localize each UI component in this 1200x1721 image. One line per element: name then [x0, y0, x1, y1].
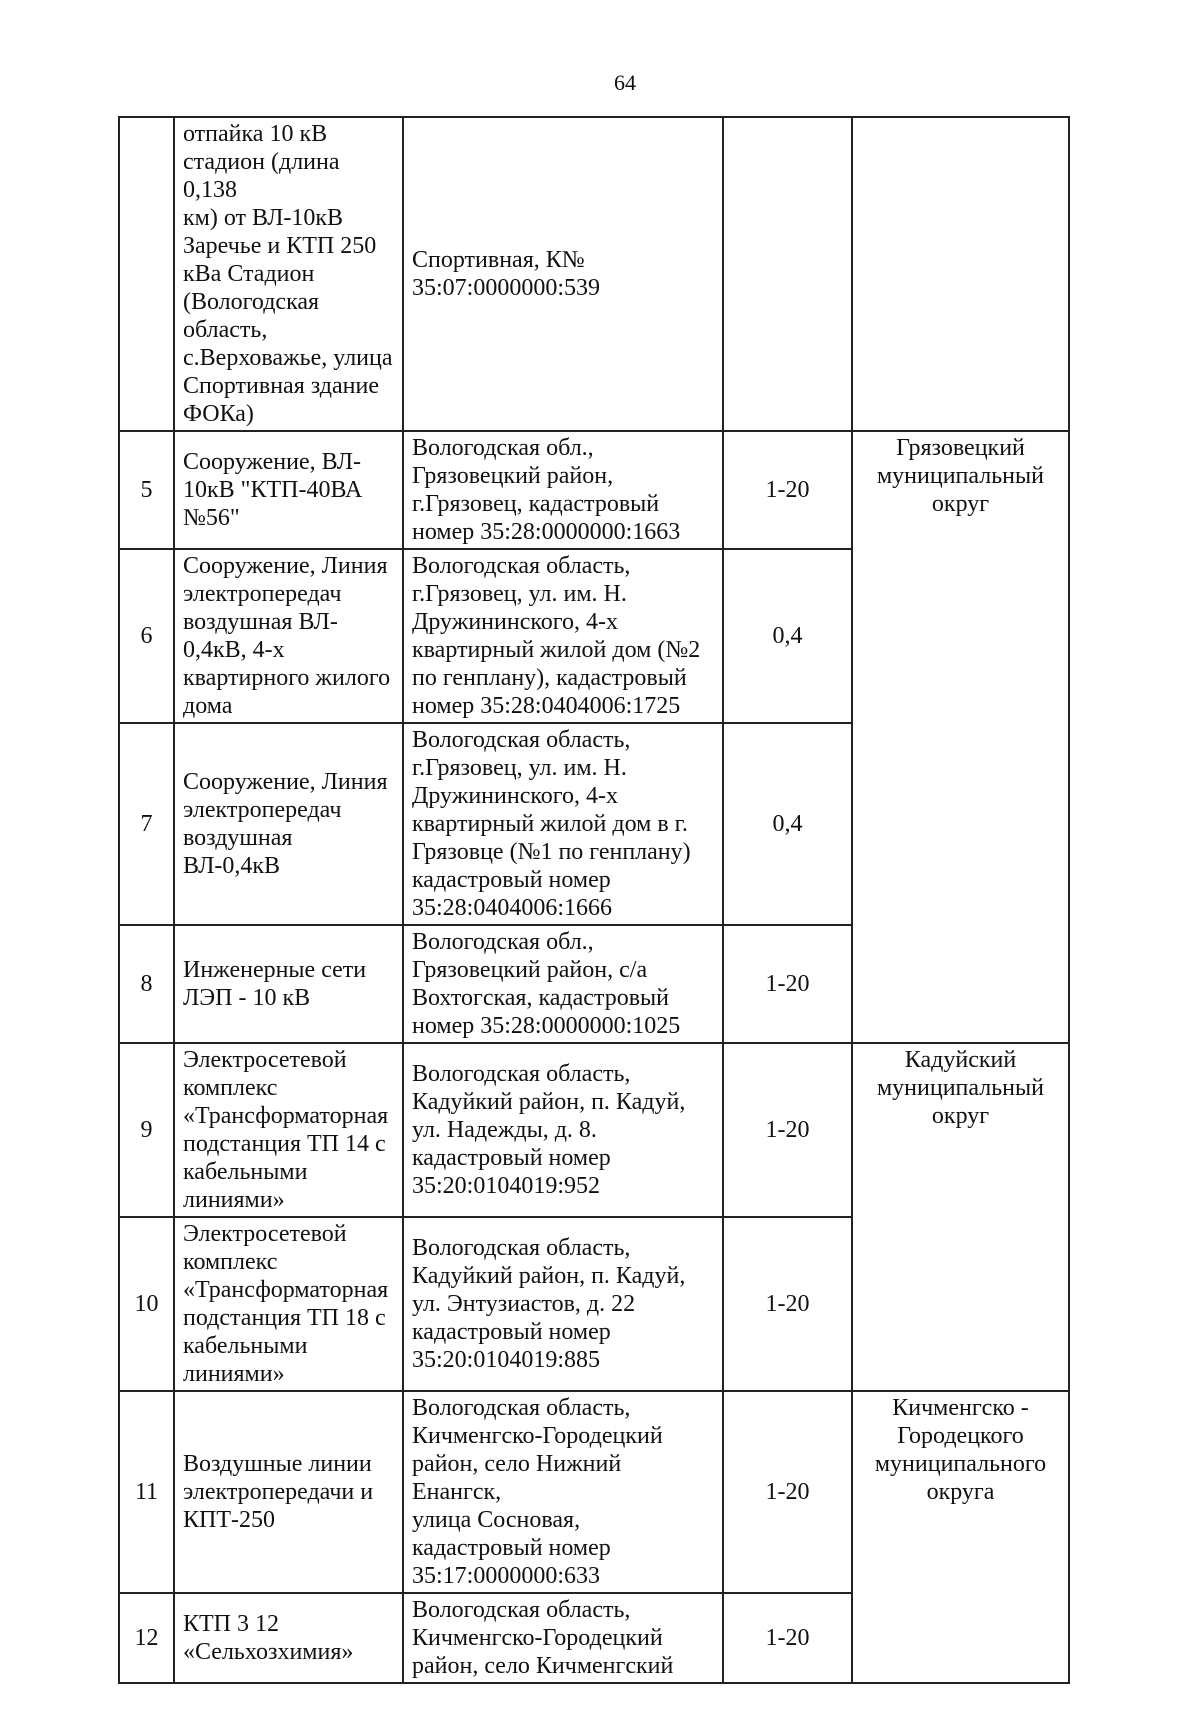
- row-number: 9: [119, 1043, 174, 1217]
- district-cell: Кадуйский муниципальный округ: [852, 1043, 1069, 1391]
- voltage-class: 1-20: [723, 925, 852, 1043]
- facility-address: Вологодская обл., Грязовецкий район, с/а Вохтогская, кадастровый номер 35:28:0000000:1025: [403, 925, 723, 1043]
- facilities-table: [118, 116, 1070, 1684]
- facility-address: Вологодская обл., Грязовецкий район, г.Грязовец, кадастровый номер 35:28:0000000:1663: [403, 431, 723, 549]
- facility-address: Вологодская область, г.Грязовец, ул. им. Н. Дружининского, 4-х квартирный жилой дом (№2 по генплану), кадастровый номер 35:28:0404006:1725: [403, 549, 723, 723]
- row-number: 11: [119, 1391, 174, 1593]
- facility-address: Вологодская область, Кичменгско-Городецкий район, село Кичменгский: [403, 1593, 723, 1683]
- facility-name: КТП 3 12 «Сельхозхимия»: [174, 1593, 403, 1683]
- facility-address: Вологодская область, Кадуйкий район, п. Кадуй, ул. Энтузиастов, д. 22 кадастровый номер 35:20:0104019:885: [403, 1217, 723, 1391]
- facility-name: Сооружение, ВЛ- 10кВ "КТП-40ВА №56": [174, 431, 403, 549]
- table-row: [119, 1043, 1069, 1217]
- voltage-class: 1-20: [723, 1391, 852, 1593]
- facility-address: Вологодская область, Кичменгско-Городецкий район, село Нижний Енангск, улица Сосновая, кадастровый номер 35:17:0000000:633: [403, 1391, 723, 1593]
- facility-name: Воздушные линии электропередачи и КПТ-250: [174, 1391, 403, 1593]
- district-cell: [852, 117, 1069, 431]
- voltage-class: 0,4: [723, 549, 852, 723]
- voltage-class: 1-20: [723, 1217, 852, 1391]
- voltage-class: 1-20: [723, 431, 852, 549]
- row-number: 6: [119, 549, 174, 723]
- page-number: 64: [614, 70, 636, 95]
- row-number: [119, 117, 174, 431]
- row-number: 12: [119, 1593, 174, 1683]
- facility-name: Электросетевой комплекс «Трансформаторная подстанция ТП 18 с кабельными линиями»: [174, 1217, 403, 1391]
- row-number: 8: [119, 925, 174, 1043]
- row-number: 5: [119, 431, 174, 549]
- district-cell: Грязовецкий муниципальный округ: [852, 431, 1069, 1043]
- table-row: [119, 431, 1069, 549]
- district-cell: Кичменгско - Городецкого муниципального округа: [852, 1391, 1069, 1683]
- voltage-class: 0,4: [723, 723, 852, 925]
- facility-name: отпайка 10 кВ стадион (длина 0,138 км) от ВЛ-10кВ Заречье и КТП 250 кВа Стадион (Вологодская область, с.Верховажье, улица Спортивная здание ФОКа): [174, 117, 403, 431]
- facility-name: Сооружение, Линия электропередач воздушная ВЛ- 0,4кВ, 4-х квартирного жилого дома: [174, 549, 403, 723]
- table-row: [119, 1391, 1069, 1593]
- row-number: 10: [119, 1217, 174, 1391]
- facility-address: Спортивная, К№ 35:07:0000000:539: [403, 117, 723, 431]
- row-number: 7: [119, 723, 174, 925]
- voltage-class: 1-20: [723, 1043, 852, 1217]
- facility-address: Вологодская область, г.Грязовец, ул. им. Н. Дружининского, 4-х квартирный жилой дом в г. Грязовце (№1 по генплану) кадастровый номер 35:28:0404006:1666: [403, 723, 723, 925]
- table-row: [119, 117, 1069, 431]
- facility-name: Инженерные сети ЛЭП - 10 кВ: [174, 925, 403, 1043]
- voltage-class: 1-20: [723, 1593, 852, 1683]
- facility-name: Электросетевой комплекс «Трансформаторная подстанция ТП 14 с кабельными линиями»: [174, 1043, 403, 1217]
- voltage-class: [723, 117, 852, 431]
- facility-address: Вологодская область, Кадуйкий район, п. Кадуй, ул. Надежды, д. 8. кадастровый номер 35:20:0104019:952: [403, 1043, 723, 1217]
- facility-name: Сооружение, Линия электропередач воздушная ВЛ-0,4кВ: [174, 723, 403, 925]
